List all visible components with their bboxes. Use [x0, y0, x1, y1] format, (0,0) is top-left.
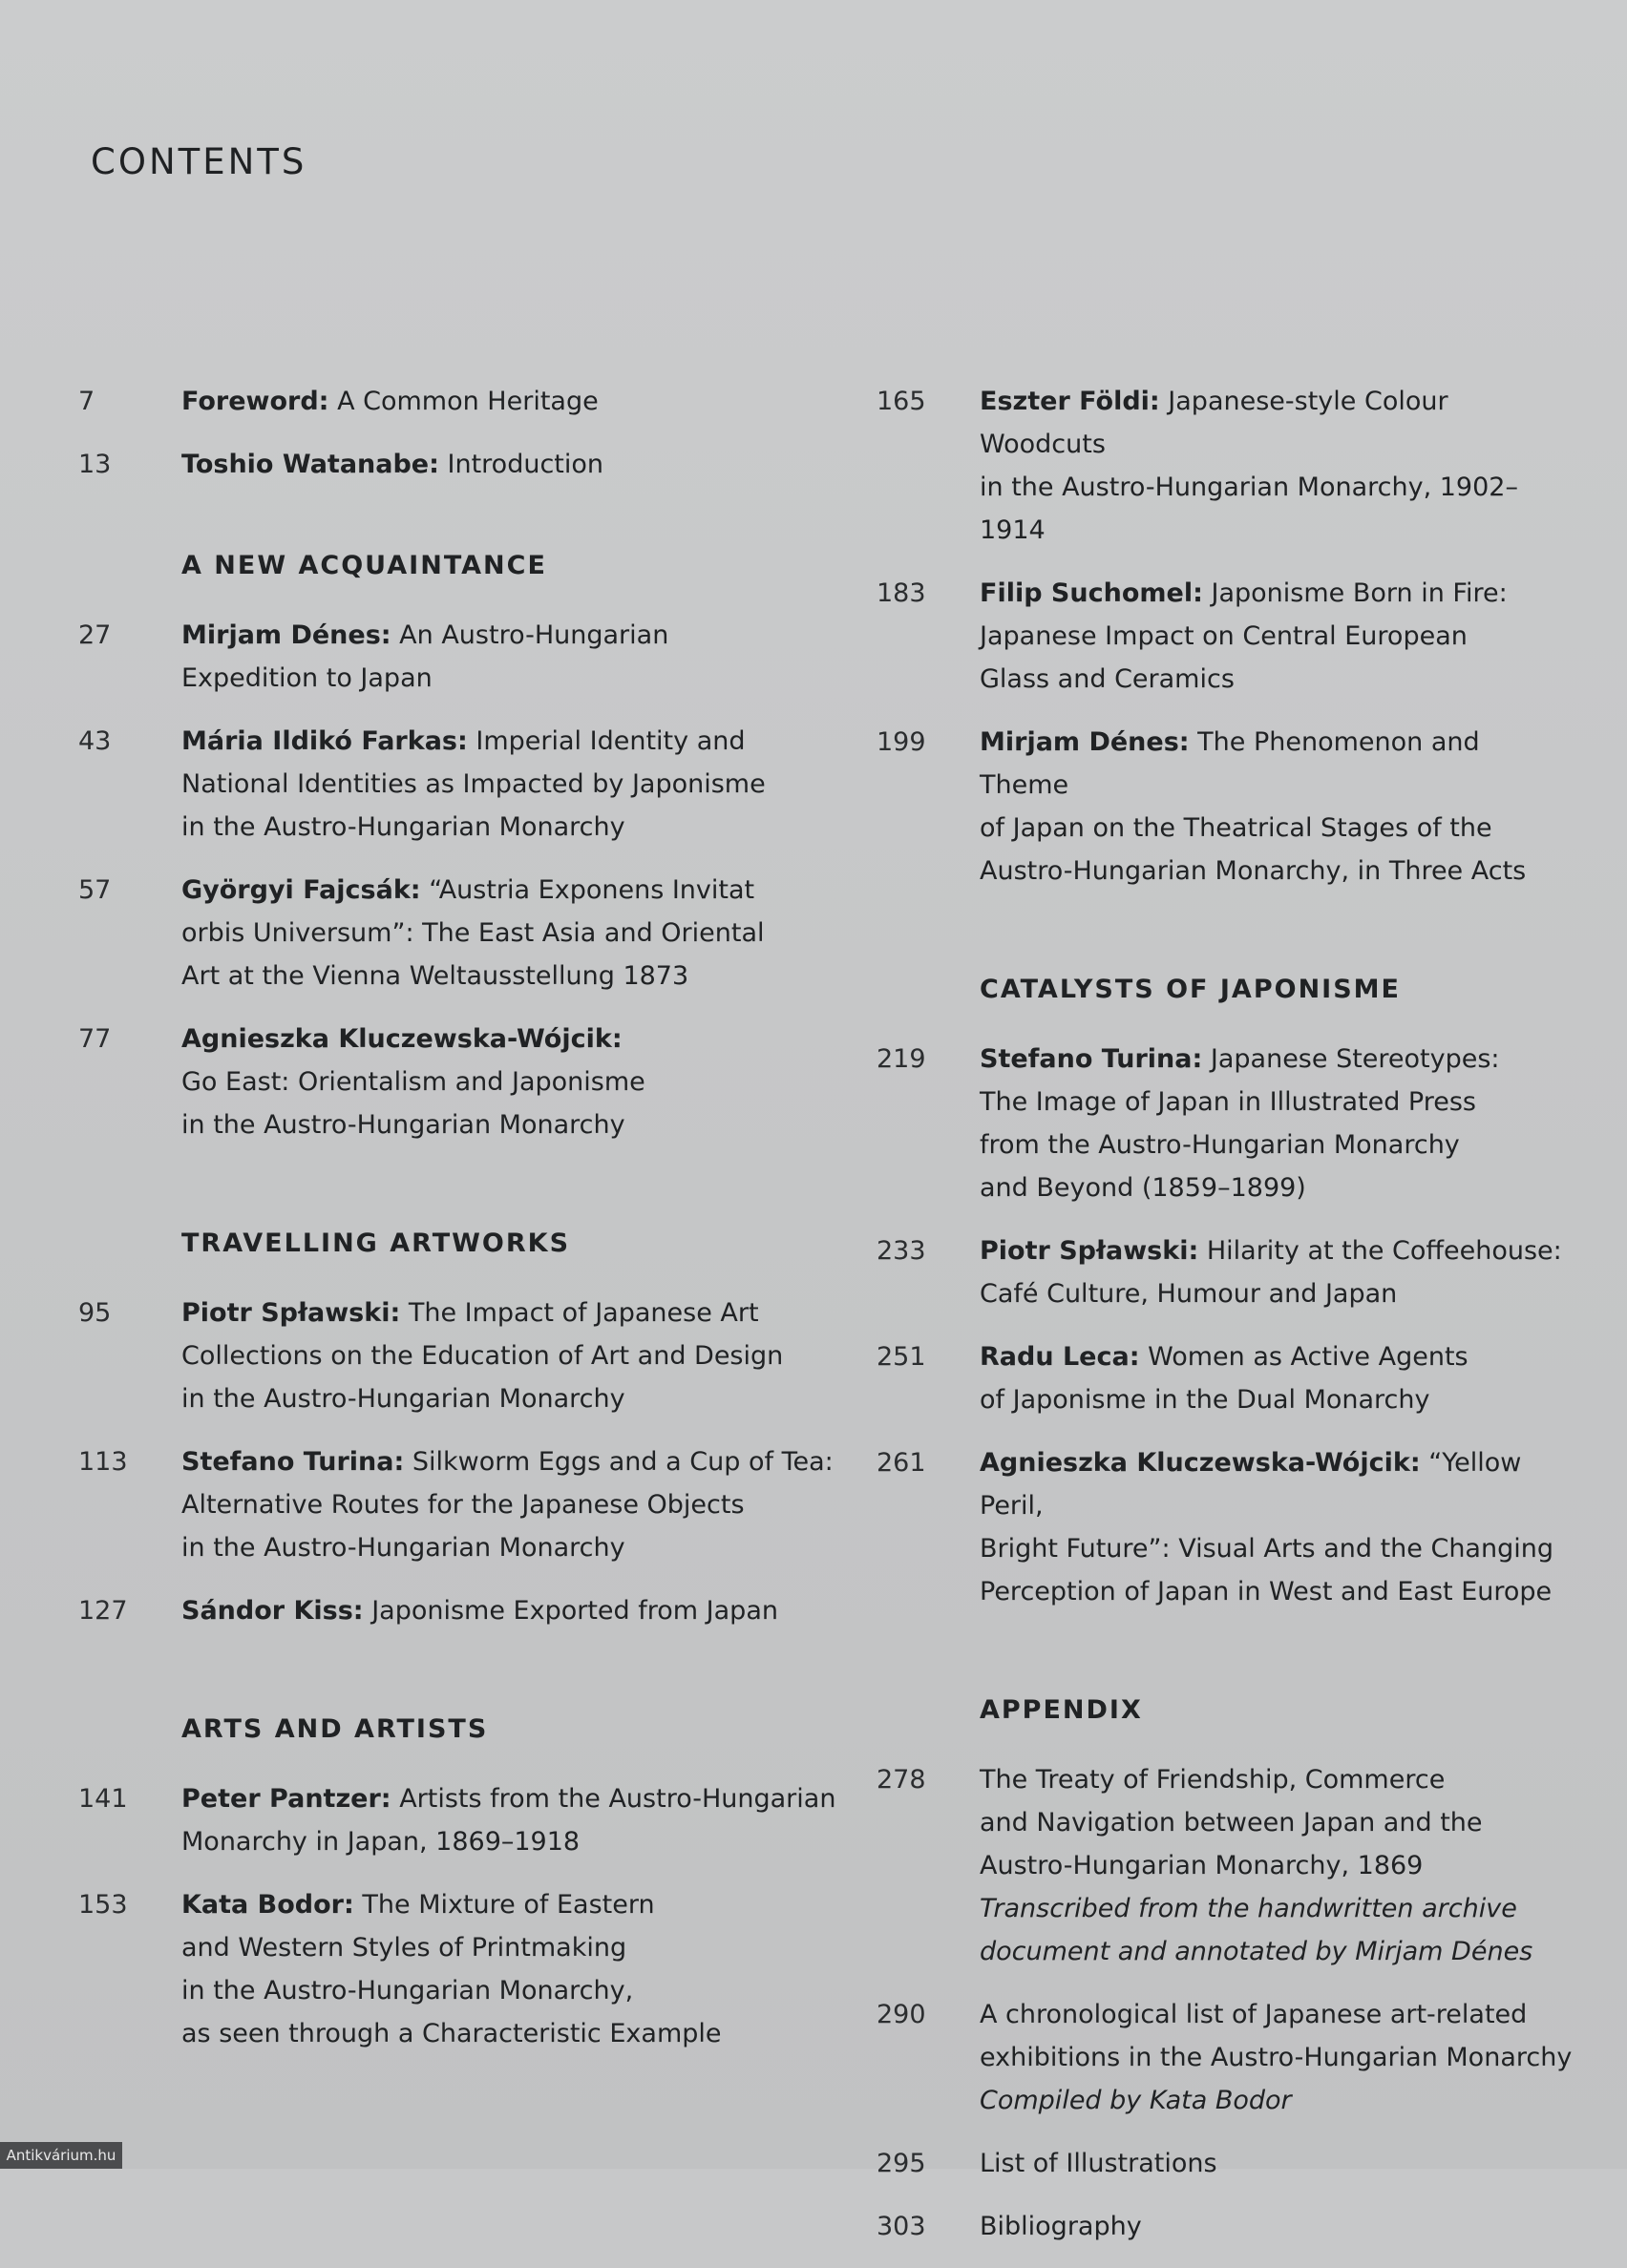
- section-heading: A NEW ACQUAINTANCE: [181, 551, 547, 580]
- toc-entry: [78, 1440, 861, 1569]
- toc-entry: [78, 1589, 861, 1632]
- entry-author: Filip Suchomel:: [980, 578, 1203, 608]
- entry-line: [181, 1060, 861, 1103]
- entry-line: [181, 763, 861, 806]
- entry-line: [980, 1229, 1574, 1272]
- entry-line: [181, 1483, 861, 1526]
- page-number: 57: [78, 875, 112, 905]
- entry-title-line: Art at the Vienna Weltausstellung 1873: [181, 961, 689, 991]
- toc-entry: [877, 1038, 1574, 1209]
- page-number: 233: [877, 1236, 926, 1266]
- entry-line: [181, 1526, 861, 1569]
- entry-note: document and annotated by Mirjam Dénes: [980, 1937, 1533, 1966]
- section-entries: [78, 1777, 861, 2055]
- entry-line: [980, 1993, 1574, 2036]
- entry-title-line: The Image of Japan in Illustrated Press: [980, 1087, 1476, 1117]
- entry-line: [980, 1801, 1574, 1844]
- entry-text: [980, 1229, 1574, 1315]
- entry-line: [181, 614, 861, 657]
- entry-line: [980, 807, 1574, 850]
- toc-entry: [877, 1229, 1574, 1315]
- toc-entry: [877, 572, 1574, 701]
- toc-entry: [877, 721, 1574, 892]
- entry-text: [181, 1589, 861, 1632]
- entry-text: [181, 1292, 861, 1420]
- entry-line: [980, 721, 1574, 807]
- entry-line: [980, 615, 1574, 658]
- entry-text: [980, 2205, 1574, 2248]
- toc-entry: [78, 1292, 861, 1420]
- entry-title-line: and Western Styles of Printmaking: [181, 1933, 627, 1963]
- page-number: 77: [78, 1024, 112, 1054]
- entry-line: [980, 1844, 1574, 1887]
- entry-title-line: Alternative Routes for the Japanese Objects: [181, 1490, 745, 1520]
- page-title: CONTENTS: [91, 141, 307, 182]
- entry-line: [980, 1570, 1574, 1613]
- entry-text: [980, 572, 1574, 701]
- entry-title-line: Austro-Hungarian Monarchy, 1869: [980, 1851, 1424, 1880]
- page-number: 165: [877, 387, 926, 416]
- entry-text: [181, 380, 861, 423]
- entry-line: [181, 1589, 861, 1632]
- entry-title-line: Expedition to Japan: [181, 663, 433, 693]
- page-number: 183: [877, 578, 926, 608]
- entry-title-line: Go East: Orientalism and Japonisme: [181, 1067, 645, 1097]
- entry-author: Toshio Watanabe:: [181, 450, 439, 479]
- toc-entry: [78, 1018, 861, 1146]
- entry-author: Mirjam Dénes:: [181, 620, 391, 650]
- entry-line: [980, 572, 1574, 615]
- entry-line: [181, 1292, 861, 1334]
- entry-line: [181, 869, 861, 912]
- entry-title-line: A Common Heritage: [337, 387, 599, 416]
- section-heading: CATALYSTS OF JAPONISME: [980, 975, 1401, 1004]
- entry-author: Agnieszka Kluczewska-Wójcik:: [181, 1024, 623, 1054]
- toc-entry: [78, 443, 861, 486]
- page-number: 295: [877, 2149, 926, 2178]
- toc-entry: [877, 1441, 1574, 1613]
- entry-author: Stefano Turina:: [181, 1447, 405, 1477]
- entry-text: [980, 1441, 1574, 1613]
- entry-title-line: Japonisme Born in Fire:: [1211, 578, 1508, 608]
- entry-text: [181, 614, 861, 700]
- right-column: [877, 380, 1574, 2268]
- entry-line: [181, 2012, 861, 2055]
- entry-author: Mirjam Dénes:: [980, 727, 1190, 757]
- entry-author: Radu Leca:: [980, 1342, 1140, 1372]
- entry-line: [181, 955, 861, 998]
- page-number: 13: [78, 450, 112, 479]
- toc-entry: [78, 614, 861, 700]
- entry-text: [181, 1883, 861, 2055]
- left-column: [78, 380, 861, 2075]
- entry-author: Sándor Kiss:: [181, 1596, 364, 1626]
- toc-entry: [78, 720, 861, 849]
- section-heading: ARTS AND ARTISTS: [181, 1714, 489, 1744]
- entry-line: [181, 1103, 861, 1146]
- entry-line: [181, 912, 861, 955]
- entry-line: [980, 2205, 1574, 2248]
- toc-entry: [78, 1883, 861, 2055]
- entry-title-line: Japonisme Exported from Japan: [371, 1596, 778, 1626]
- page-number: 153: [78, 1890, 128, 1920]
- entry-line: [181, 1440, 861, 1483]
- toc-entry: [877, 1335, 1574, 1421]
- watermark-badge: Antikvárium.hu: [0, 2142, 122, 2169]
- entry-title-line: “Yellow Peril,: [980, 1448, 1522, 1521]
- entry-text: [980, 1993, 1574, 2122]
- entry-title-line: of Japonisme in the Dual Monarchy: [980, 1385, 1430, 1415]
- entry-title-line: Women as Active Agents: [1148, 1342, 1469, 1372]
- entry-title-line: as seen through a Characteristic Example: [181, 2019, 722, 2048]
- entry-title-line: “Austria Exponens Invitat: [429, 875, 755, 905]
- entry-line: [181, 1820, 861, 1863]
- toc-entry: [877, 2205, 1574, 2248]
- entry-line: [181, 1777, 861, 1820]
- entry-title-line: and Navigation between Japan and the: [980, 1808, 1483, 1838]
- entry-author: Kata Bodor:: [181, 1890, 354, 1920]
- entry-line: [980, 1527, 1574, 1570]
- entry-title-line: Monarchy in Japan, 1869–1918: [181, 1827, 581, 1857]
- toc-entry: [78, 1777, 861, 1863]
- entry-text: [980, 1758, 1574, 1973]
- section-entries: [78, 1292, 861, 1632]
- section-heading: TRAVELLING ARTWORKS: [181, 1228, 571, 1258]
- page-number: 290: [877, 2000, 926, 2029]
- entry-author: Piotr Spławski:: [980, 1236, 1199, 1266]
- page-number: 141: [78, 1784, 128, 1814]
- entry-text: [980, 1335, 1574, 1421]
- entry-title-line: Silkworm Eggs and a Cup of Tea:: [412, 1447, 834, 1477]
- entry-title-line: The Impact of Japanese Art: [408, 1298, 759, 1328]
- entry-title-line: The Mixture of Eastern: [362, 1890, 655, 1920]
- entry-text: [181, 1018, 861, 1146]
- entry-title-line: Imperial Identity and: [475, 726, 746, 756]
- entry-title-line: Artists from the Austro-Hungarian: [399, 1784, 836, 1814]
- entry-title-line: in the Austro-Hungarian Monarchy: [181, 1384, 625, 1414]
- entry-title-line: Austro-Hungarian Monarchy, in Three Acts: [980, 856, 1527, 886]
- entry-title-line: in the Austro-Hungarian Monarchy: [181, 1110, 625, 1140]
- entry-title-line: Japanese-style Colour Woodcuts: [980, 387, 1448, 459]
- entry-line: [181, 443, 861, 486]
- entry-title-line: Bibliography: [980, 2212, 1142, 2241]
- entry-line: [980, 380, 1574, 466]
- entry-title-line: Glass and Ceramics: [980, 664, 1235, 694]
- page-number: 219: [877, 1044, 926, 1074]
- entry-line: [181, 380, 861, 423]
- toc-entry: [78, 380, 861, 423]
- entry-title-line: Japanese Stereotypes:: [1210, 1044, 1500, 1074]
- entry-title-line: orbis Universum”: The East Asia and Oriental: [181, 918, 765, 948]
- entry-line: [980, 658, 1574, 701]
- page-number: 261: [877, 1448, 926, 1478]
- page-number: 113: [78, 1447, 128, 1477]
- entry-title-line: An Austro-Hungarian: [399, 620, 669, 650]
- entry-line: [181, 720, 861, 763]
- entry-line: [181, 806, 861, 849]
- toc-entry: [877, 1993, 1574, 2122]
- entry-line: [181, 1926, 861, 1969]
- entry-text: [980, 2142, 1574, 2185]
- entry-title-line: Bright Future”: Visual Arts and the Changing: [980, 1534, 1553, 1564]
- page-number: 95: [78, 1298, 112, 1328]
- section-heading: APPENDIX: [980, 1695, 1143, 1725]
- entry-title-line: from the Austro-Hungarian Monarchy: [980, 1130, 1460, 1160]
- entry-line: [980, 1038, 1574, 1081]
- entry-line: [980, 1272, 1574, 1315]
- entry-author: Eszter Földi:: [980, 387, 1160, 416]
- entry-title-line: exhibitions in the Austro-Hungarian Monarchy: [980, 2043, 1573, 2072]
- entry-line: [181, 1334, 861, 1377]
- entry-text: [181, 443, 861, 486]
- page-number: 27: [78, 620, 112, 650]
- page-number: 303: [877, 2212, 926, 2241]
- entry-line: [181, 1018, 861, 1060]
- section-entries: [877, 1758, 1574, 2248]
- entry-line: [980, 1378, 1574, 1421]
- entry-title-line: Hilarity at the Coffeehouse:: [1206, 1236, 1562, 1266]
- entry-title-line: The Treaty of Friendship, Commerce: [980, 1765, 1446, 1795]
- entry-title-line: Japanese Impact on Central European: [980, 621, 1468, 651]
- entry-title-line: of Japan on the Theatrical Stages of the: [980, 813, 1492, 843]
- entry-author: Györgyi Fajcsák:: [181, 875, 421, 905]
- entry-title-line: in the Austro-Hungarian Monarchy, 1902–1914: [980, 472, 1518, 545]
- section-entries: [877, 1038, 1574, 1613]
- entry-title-line: and Beyond (1859–1899): [980, 1173, 1306, 1203]
- entry-title-line: Perception of Japan in West and East Europe: [980, 1577, 1553, 1606]
- entry-line: [181, 1883, 861, 1926]
- entry-author: Agnieszka Kluczewska-Wójcik:: [980, 1448, 1421, 1478]
- toc-entry: [877, 380, 1574, 552]
- entry-line: [980, 1441, 1574, 1527]
- entry-line: [980, 2036, 1574, 2079]
- entry-title-line: Collections on the Education of Art and Design: [181, 1341, 784, 1371]
- toc-entry: [78, 869, 861, 998]
- intro-group: [78, 380, 861, 486]
- entry-line: [980, 1081, 1574, 1124]
- entry-title-line: The Phenomenon and Theme: [980, 727, 1480, 800]
- page-number: 251: [877, 1342, 926, 1372]
- entry-text: [181, 720, 861, 849]
- entry-line: [980, 1166, 1574, 1209]
- page-number: 199: [877, 727, 926, 757]
- entry-author: Foreword:: [181, 387, 329, 416]
- entry-author: Peter Pantzer:: [181, 1784, 391, 1814]
- entry-line: [181, 1969, 861, 2012]
- entry-note: Transcribed from the handwritten archive: [980, 1894, 1517, 1923]
- entry-text: [181, 869, 861, 998]
- entry-title-line: National Identities as Impacted by Japonisme: [181, 769, 766, 799]
- entry-author: Mária Ildikó Farkas:: [181, 726, 468, 756]
- toc-entry: [877, 1758, 1574, 1973]
- entry-title-line: Introduction: [447, 450, 604, 479]
- toc-entry: [877, 2142, 1574, 2185]
- top-group: [877, 380, 1574, 892]
- entry-line: [980, 1758, 1574, 1801]
- entry-title-line: A chronological list of Japanese art-related: [980, 2000, 1528, 2029]
- entry-line: [980, 1124, 1574, 1166]
- entry-text: [980, 380, 1574, 552]
- entry-line: [980, 1335, 1574, 1378]
- entry-line: [980, 466, 1574, 552]
- entry-text: [181, 1440, 861, 1569]
- entry-text: [980, 1038, 1574, 1209]
- entry-note: Compiled by Kata Bodor: [980, 2086, 1292, 2115]
- page-number: 43: [78, 726, 112, 756]
- entry-title-line: Café Culture, Humour and Japan: [980, 1279, 1398, 1309]
- entry-title-line: in the Austro-Hungarian Monarchy,: [181, 1976, 634, 2006]
- entry-line: [181, 657, 861, 700]
- section-entries: [78, 614, 861, 1146]
- page-number: 7: [78, 387, 95, 416]
- entry-title-line: in the Austro-Hungarian Monarchy: [181, 812, 625, 842]
- page-number: 127: [78, 1596, 128, 1626]
- entry-author: Piotr Spławski:: [181, 1298, 401, 1328]
- page-number: 278: [877, 1765, 926, 1795]
- entry-author: Stefano Turina:: [980, 1044, 1203, 1074]
- entry-title-line: in the Austro-Hungarian Monarchy: [181, 1533, 625, 1563]
- entry-line: [980, 850, 1574, 892]
- entry-text: [181, 1777, 861, 1863]
- entry-text: [980, 721, 1574, 892]
- entry-title-line: List of Illustrations: [980, 2149, 1217, 2178]
- entry-line: [980, 2142, 1574, 2185]
- entry-line: [181, 1377, 861, 1420]
